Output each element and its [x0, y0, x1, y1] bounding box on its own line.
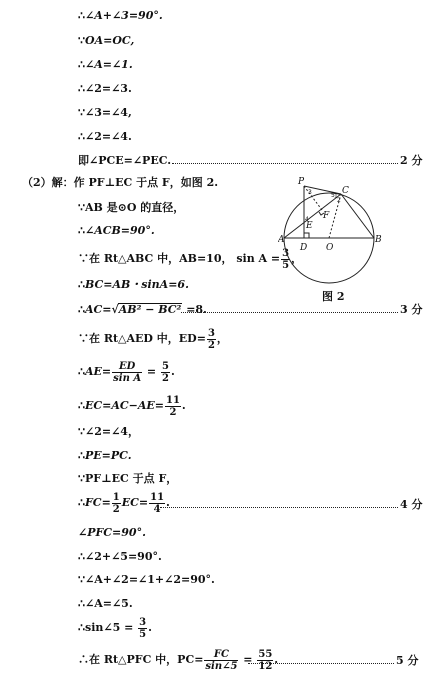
line-13: ∴AC=√AB² − BC² =8. — [78, 303, 207, 316]
label-d: D — [300, 243, 308, 253]
label-f: F — [323, 211, 330, 221]
line-5: ∵∠3=∠4, — [78, 106, 132, 119]
leader-dots — [172, 163, 398, 164]
line-2: ∵OA=OC, — [78, 34, 135, 47]
line-25: ∴sin∠5 = $\frac{3}{5}$ . — [78, 616, 152, 640]
leader-dots — [248, 663, 394, 664]
leader-dots — [181, 312, 398, 313]
line-8: （2）解：作 PF⊥EC 于点 F，如图 2. — [22, 176, 219, 189]
score-mark: 4 分 — [400, 498, 423, 511]
line-9: ∵AB 是⊙O 的直径， — [78, 201, 185, 214]
line-22: ∴∠2+∠5=90°. — [78, 550, 162, 563]
score-mark: 2 分 — [400, 154, 423, 167]
label-o: O — [326, 243, 334, 253]
line-19: ∵PF⊥EC 于点 F， — [78, 472, 178, 485]
angle-label-2: 2 — [337, 197, 341, 204]
right-angle-d — [304, 233, 309, 238]
line-7: 即∠PCE=∠PEC. — [78, 154, 172, 167]
angle-label-3: 3 — [308, 189, 312, 196]
line-18: ∴PE=PC. — [78, 449, 132, 462]
label-a: A — [278, 235, 285, 245]
line-23: ∵∠A+∠2=∠1+∠2=90°. — [78, 573, 215, 586]
angle-label-1: 1 — [334, 193, 338, 200]
line-21: ∠PFC=90°. — [78, 526, 146, 539]
line-20: ∴FC= $\frac{1}{2}$ EC= $\frac{11}{4}$ . — [78, 491, 170, 515]
line-15: ∴AE= $\frac{ED}{\text{sin A}}$ = $\frac{5}{2}$ . — [78, 360, 175, 384]
label-p: P — [298, 177, 305, 187]
angle-label-4: 4 — [305, 216, 309, 223]
label-e: E — [306, 221, 313, 231]
line-3: ∴∠A=∠1. — [78, 58, 133, 71]
line-16: ∴EC=AC−AE= $\frac{11}{2}$ . — [78, 394, 186, 418]
figure-caption: 图 2 — [322, 290, 345, 303]
label-b: B — [375, 235, 382, 245]
line-6: ∴∠2=∠4. — [78, 130, 132, 143]
score-mark: 5 分 — [396, 654, 419, 667]
line-1: ∴∠A+∠3=90°. — [78, 9, 163, 22]
line-14: ∵在 Rt△AED 中，ED= $\frac{3}{2}$ ， — [78, 327, 228, 351]
line-26: ∴在 Rt△PFC 中，PC= $\frac{FC}{\sin\angle 5}$ = $\frac{55}{12}$ . — [78, 648, 279, 672]
segment-cb — [341, 194, 374, 238]
line-4: ∴∠2=∠3. — [78, 82, 132, 95]
label-c: C — [342, 186, 349, 196]
segment-ac — [284, 194, 341, 238]
line-17: ∵∠2=∠4， — [78, 425, 139, 438]
geometry-figure — [278, 174, 388, 284]
angle-label-5: 5 — [331, 192, 335, 199]
line-24: ∴∠A=∠5. — [78, 597, 133, 610]
line-11: ∵在 Rt△ABC 中，AB=10， sin A = $\frac{3}{5}$ ， — [78, 247, 303, 271]
line-10: ∴∠ACB=90°. — [78, 224, 155, 237]
score-mark: 3 分 — [400, 303, 423, 316]
leader-dots — [160, 507, 398, 508]
line-12: ∴BC=AB・sinA=6. — [78, 278, 189, 291]
